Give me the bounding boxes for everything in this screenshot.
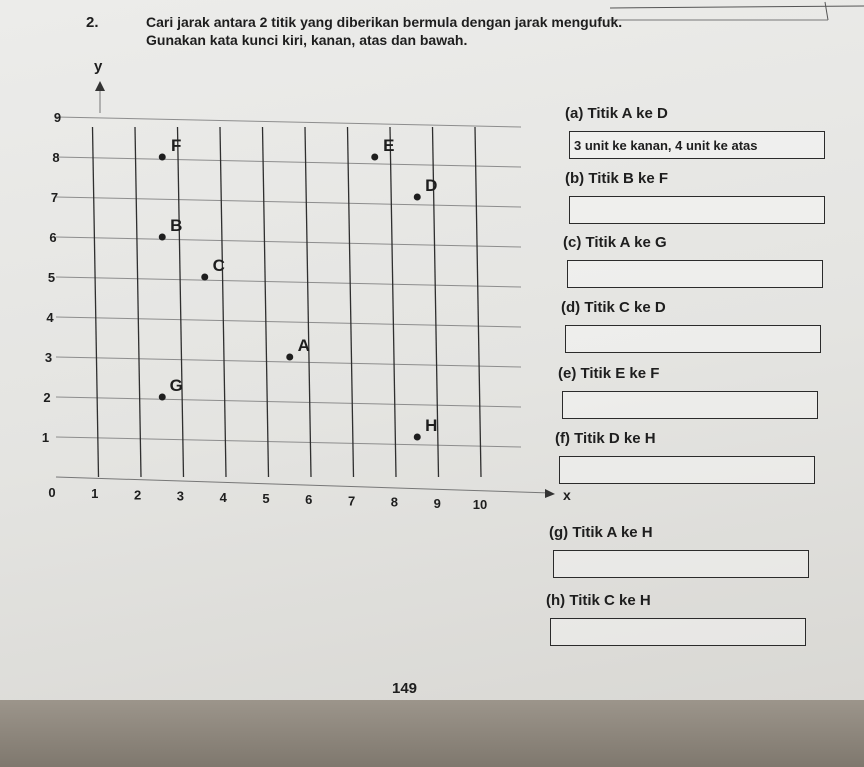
answer-box-f[interactable] (559, 456, 815, 484)
y-tick-label: 6 (49, 230, 57, 245)
x-tick-label: 0 (48, 485, 56, 500)
answer-question-c: (c) Titik A ke G (563, 234, 667, 251)
point-g-label: G (169, 376, 183, 395)
y-tick-label: 7 (50, 190, 59, 205)
page-number: 149 (392, 680, 418, 697)
instruction-line-1: Cari jarak antara 2 titik yang diberikan bermula dengan jarak mengufuk. (146, 14, 623, 30)
grid-line-vertical (93, 127, 99, 477)
y-axis-arrow-icon (95, 81, 105, 91)
grid-line-vertical (135, 127, 141, 477)
point-e-marker (371, 154, 378, 161)
grid-line-horizontal (56, 437, 521, 447)
point-b-label: B (170, 216, 183, 235)
table-surface (0, 700, 864, 767)
grid-line-horizontal (56, 117, 521, 127)
x-tick-label: 3 (176, 488, 185, 504)
answer-box-e[interactable] (562, 391, 818, 419)
x-tick-label: 7 (347, 493, 356, 509)
y-tick-label: 8 (52, 150, 60, 165)
answer-box-d[interactable] (565, 325, 821, 353)
grid-line-horizontal (56, 237, 521, 247)
y-tick-label: 2 (43, 390, 51, 405)
y-tick-label: 4 (46, 310, 54, 325)
coordinate-grid (0, 40, 571, 540)
x-tick-label: 10 (472, 497, 488, 512)
x-axis-arrow-icon (545, 489, 555, 498)
point-h-label: H (425, 416, 438, 435)
point-f-marker (159, 154, 166, 161)
grid-line-vertical (220, 127, 226, 477)
y-tick-label: 9 (53, 110, 62, 125)
point-d-label: D (425, 176, 438, 195)
point-c-label: C (212, 256, 225, 275)
instruction-line-2: Gunakan kata kunci kiri, kanan, atas dan bawah. (146, 32, 468, 48)
answer-box-h[interactable] (550, 618, 806, 646)
answer-box-c[interactable] (567, 260, 823, 288)
answer-question-b: (b) Titik B ke F (565, 170, 669, 187)
x-tick-label: 8 (390, 494, 399, 510)
answer-box-b[interactable] (569, 196, 825, 224)
grid-line-horizontal (56, 197, 521, 207)
grid-line-horizontal (56, 317, 521, 327)
x-axis-line (56, 477, 551, 493)
answer-question-g: (g) Titik A ke H (549, 524, 653, 541)
grid-line-horizontal (56, 157, 521, 167)
point-g-marker (159, 394, 166, 401)
point-a-marker (286, 354, 293, 361)
x-tick-label: 1 (91, 486, 99, 502)
grid-line-vertical (263, 127, 269, 477)
y-tick-label: 5 (47, 270, 56, 285)
grid-line-horizontal (56, 277, 521, 287)
grid-line-vertical (305, 127, 311, 477)
point-b-marker (159, 234, 166, 241)
point-c-marker (201, 274, 208, 281)
answer-question-d: (d) Titik C ke D (561, 299, 666, 316)
x-axis-label: x (563, 487, 571, 503)
y-tick-label: 3 (44, 350, 53, 365)
y-axis-label: y (94, 58, 103, 75)
x-tick-label: 4 (219, 489, 227, 505)
y-tick-label: 1 (41, 430, 50, 445)
answer-question-e: (e) Titik E ke F (558, 365, 660, 382)
decorative-header-lines (600, 0, 864, 30)
grid-line-vertical (475, 127, 481, 477)
grid-line-vertical (348, 127, 354, 477)
grid-line-horizontal (56, 397, 521, 407)
answer-question-a: (a) Titik A ke D (565, 105, 668, 122)
answer-question-h: (h) Titik C ke H (546, 592, 651, 609)
x-tick-label: 5 (262, 491, 270, 506)
x-tick-label: 6 (305, 492, 313, 508)
question-number: 2. (86, 14, 99, 31)
answer-question-f: (f) Titik D ke H (555, 430, 656, 447)
answer-box-a[interactable]: 3 unit ke kanan, 4 unit ke atas (569, 131, 825, 159)
point-h-marker (414, 434, 421, 441)
point-d-marker (414, 194, 421, 201)
answer-box-g[interactable] (553, 550, 809, 578)
x-tick-label: 9 (433, 495, 441, 511)
point-f-label: F (171, 136, 182, 155)
grid-line-vertical (178, 127, 184, 477)
point-a-label: A (297, 336, 310, 355)
grid-line-vertical (390, 127, 396, 477)
x-tick-label: 2 (133, 487, 142, 503)
point-e-label: E (383, 136, 395, 155)
